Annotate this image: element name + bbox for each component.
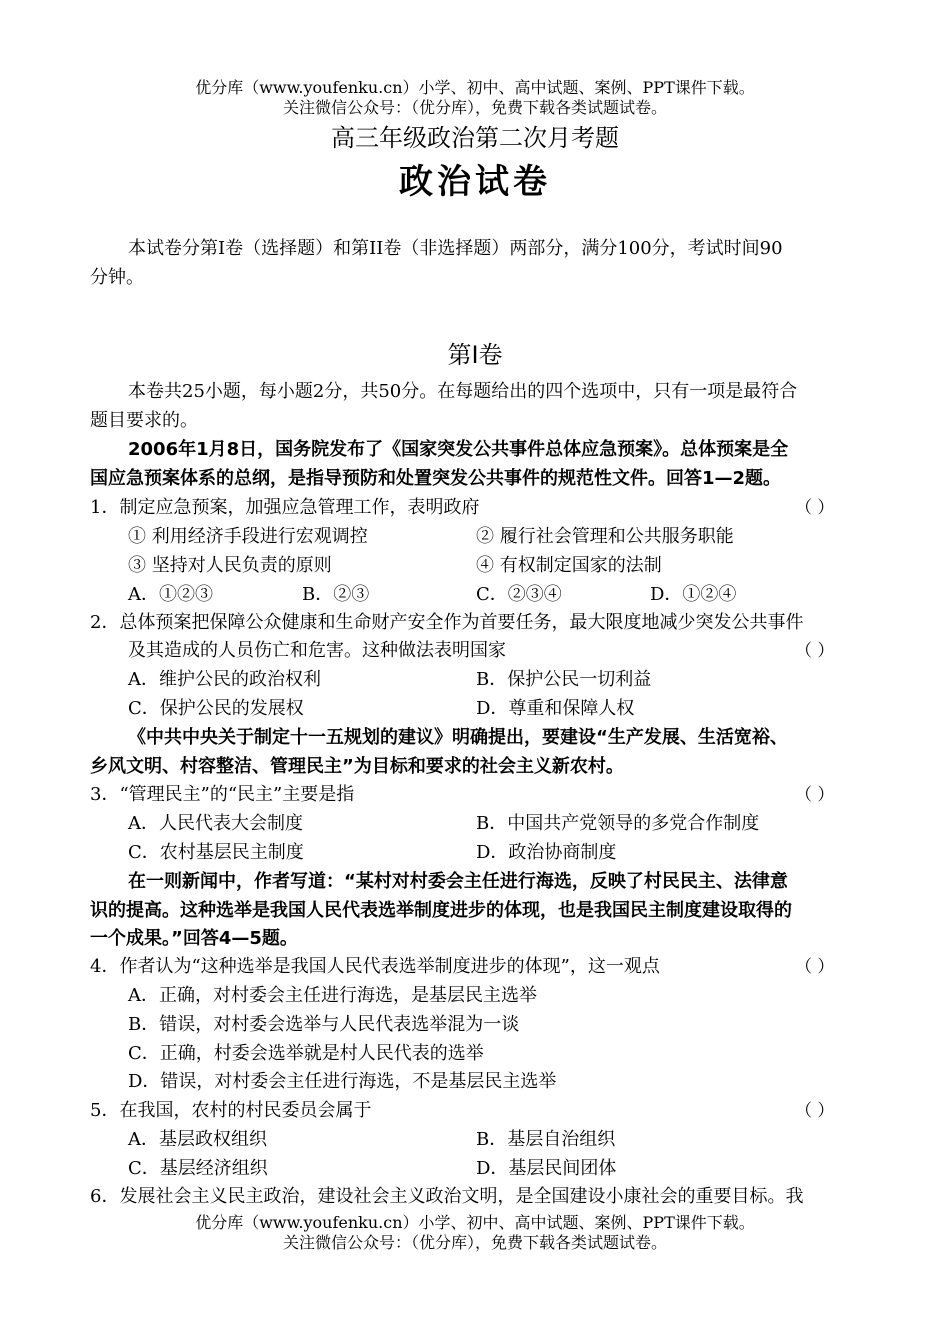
q1-option-c: C．②③④ [476,584,562,605]
answer-blank-3: （ ） [795,785,835,805]
material-2-line-2: 乡风文明、村容整洁、管理民主”为目标和要求的社会主义新农村。 [90,756,624,777]
material-1-line-1: 2006年1月8日，国务院发布了《国家突发公共事件总体应急预案》。总体预案是全 [128,439,789,460]
q1-statement-4: ④ 有权制定国家的法制 [476,555,662,576]
header-line-1: 优分库（www.youfenku.cn）小学、初中、高中试题、案例、PPT课件下载。 [195,78,755,97]
q3-option-a: A．人民代表大会制度 [128,813,303,834]
answer-blank-1: （ ） [795,498,835,518]
q2-option-c: C．保护公民的发展权 [128,698,304,719]
footer-line-2: 关注微信公众号：（优分库），免费下载各类试题试卷。 [282,1233,667,1252]
q1-statement-1: ① 利用经济手段进行宏观调控 [128,526,368,547]
question-3-stem: 3．“管理民主”的“民主”主要是指 [90,784,355,805]
q5-option-c: C．基层经济组织 [128,1158,268,1179]
intro-line-2: 分钟。 [90,267,144,288]
question-5-stem: 5．在我国，农村的村民委员会属于 [90,1100,372,1121]
question-4-stem: 4．作者认为“这种选举是我国人民代表选举制度进步的体现”，这一观点 [90,956,660,977]
exam-title: 政治试卷 [399,162,551,202]
q4-option-b: B．错误，对村委会选举与人民代表选举混为一谈 [128,1014,520,1035]
section-instructions-1: 本卷共25小题，每小题2分，共50分。在每题给出的四个选项中，只有一项是最符合 [128,381,798,402]
q5-option-a: A．基层政权组织 [128,1129,267,1150]
intro-line-1: 本试卷分第I卷（选择题）和第II卷（非选择题）两部分，满分100分，考试时间90 [128,238,783,259]
q4-option-a: A．正确，对村委会主任进行海选，是基层民主选举 [128,985,537,1006]
header-line-2: 关注微信公众号：（优分库），免费下载各类试题试卷。 [282,98,667,117]
q1-option-b: B．②③ [302,584,370,605]
q2-option-b: B．保护公民一切利益 [476,669,652,690]
answer-blank-2: （ ） [795,641,835,661]
q1-option-a: A．①②③ [128,584,213,605]
q2-option-d: D．尊重和保障人权 [476,698,635,719]
question-2-stem-2: 及其造成的人员伤亡和危害。这种做法表明国家 [128,640,506,661]
material-2-line-1: 《中共中央关于制定十一五规划的建议》明确提出，要建设“生产发展、生活宽裕、 [128,727,788,748]
q1-statement-2: ② 履行社会管理和公共服务职能 [476,526,734,547]
q2-option-a: A．维护公民的政治权利 [128,669,321,690]
answer-blank-4: （ ） [795,957,835,977]
q4-option-c: C．正确，村委会选举就是村人民代表的选举 [128,1043,484,1064]
material-3-line-3: 一个成果。”回答4—5题。 [90,928,298,949]
question-6-stem: 6．发展社会主义民主政治，建设社会主义政治文明，是全国建设小康社会的重要目标。我 [90,1186,804,1207]
q5-option-b: B．基层自治组织 [476,1129,616,1150]
exam-subtitle: 高三年级政治第二次月考题 [331,124,619,152]
question-2-stem-1: 2．总体预案把保障公众健康和生命财产安全作为首要任务，最大限度地减少突发公共事件 [90,612,804,633]
q3-option-c: C．农村基层民主制度 [128,842,304,863]
q5-option-d: D．基层民间团体 [476,1158,617,1179]
footer-line-1: 优分库（www.youfenku.cn）小学、初中、高中试题、案例、PPT课件下载。 [195,1213,755,1232]
material-3-line-1: 在一则新闻中，作者写道：“某村对村委会主任进行海选，反映了村民民主、法律意 [128,871,788,892]
q1-option-d: D．①②④ [650,584,737,605]
section-heading: 第I卷 [447,341,503,369]
q3-option-d: D．政治协商制度 [476,842,617,863]
material-1-line-2: 国应急预案体系的总纲，是指导预防和处置突发公共事件的规范性文件。回答1—2题。 [90,468,782,489]
q3-option-b: B．中国共产党领导的多党合作制度 [476,813,760,834]
q4-option-d: D．错误，对村委会主任进行海选，不是基层民主选举 [128,1071,557,1092]
answer-blank-5: （ ） [795,1101,835,1121]
section-instructions-2: 题目要求的。 [90,410,198,431]
q1-statement-3: ③ 坚持对人民负责的原则 [128,555,332,576]
question-1-stem: 1．制定应急预案，加强应急管理工作，表明政府 [90,497,480,518]
material-3-line-2: 识的提高。这种选举是我国人民代表选举制度进步的体现，也是我国民主制度建设取得的 [90,900,792,921]
